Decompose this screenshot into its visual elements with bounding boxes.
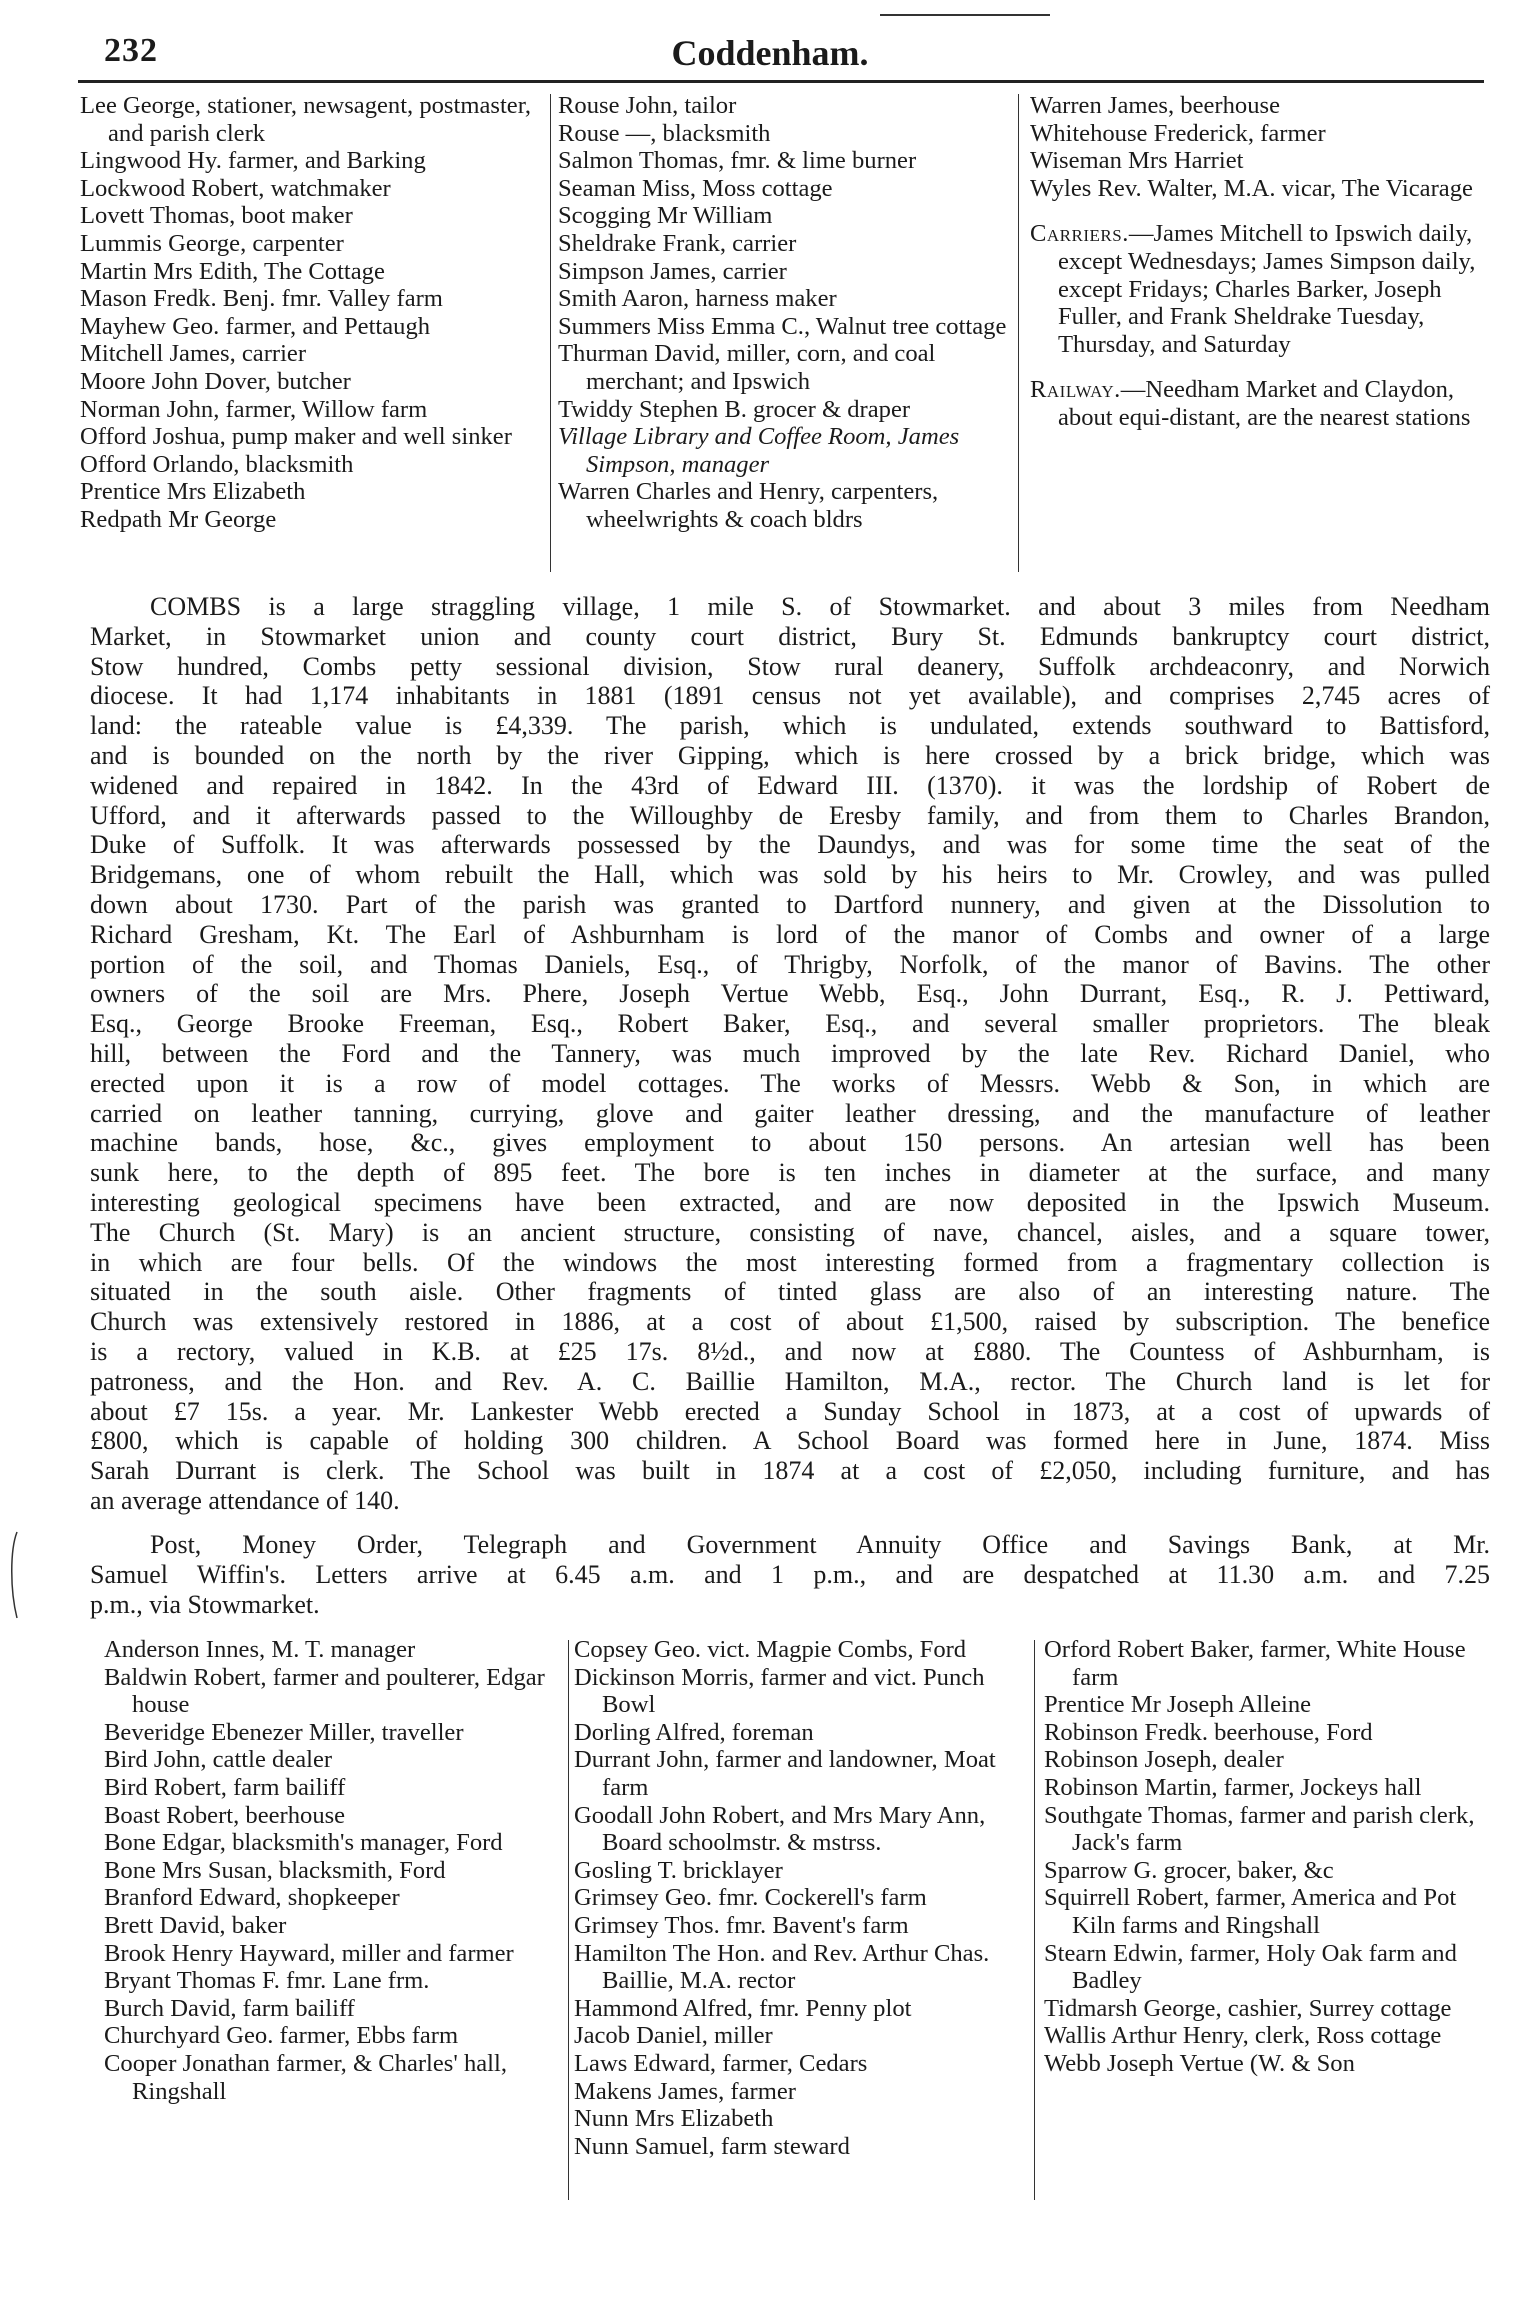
list-item: Offord Joshua, pump maker and well sinker — [80, 423, 512, 451]
list-item: Sheldrake Frank, carrier — [558, 229, 797, 257]
running-title: Coddenham. — [671, 33, 869, 73]
list-item: Summers Miss Emma C., Walnut tree cottage — [558, 312, 1007, 340]
list-item: Warren Charles and Henry, carpenters, wheelwrights & coach bldrs — [558, 478, 939, 533]
paragraph-line: Post, Money Order, Telegraph and Government Annuity Office and Savings Bank, at Mr. — [150, 1530, 1490, 1559]
list-item: Mayhew Geo. farmer, and Pettaugh — [80, 312, 431, 340]
combs-description — [90, 592, 1490, 1516]
list-item: Lovett Thomas, boot maker — [80, 202, 353, 230]
coddenham-column-2 — [558, 92, 1016, 534]
list-item: Beveridge Ebenezer Miller, traveller — [104, 1718, 464, 1746]
paragraph-line: about £7 15s. a year. Mr. Lankester Webb erected a Sunday School in 1873, at a cost of upwards of — [90, 1396, 1490, 1426]
paragraph-line: sunk here, to the depth of 895 feet. The bore is ten inches in diameter at the surface, and many — [90, 1158, 1490, 1188]
list-item: Warren James, beerhouse — [1030, 92, 1280, 119]
paragraph-line: an average attendance of 140. — [90, 1485, 400, 1515]
list-item: Laws Edward, farmer, Cedars — [574, 2049, 868, 2077]
paragraph-line: carried on leather tanning, currying, glove and gaiter leather dressing, and the manufacture of leather — [90, 1098, 1490, 1128]
list-item: Salmon Thomas, fmr. & lime burner — [558, 147, 917, 175]
paragraph-line: Ufford, and it afterwards passed to the Willoughby de Eresby family, and from them to Charles Brandon, — [90, 800, 1490, 830]
paragraph-line: situated in the south aisle. Other fragments of tinted glass are also of an interesting nature. The — [90, 1277, 1490, 1307]
list-item: Redpath Mr George — [80, 505, 277, 533]
list-item: Grimsey Thos. fmr. Bavent's farm — [574, 1911, 909, 1939]
list-item: Hamilton The Hon. and Rev. Arthur Chas. Baillie, M.A. rector — [574, 1939, 990, 1995]
paragraph-line: machine bands, hose, &c., gives employment to about 150 persons. An artesian well has been — [90, 1128, 1490, 1158]
carriers-note — [1030, 220, 1490, 358]
combs-column-2 — [574, 1636, 1028, 2160]
list-item: Squirrell Robert, farmer, America and Pot Kiln farms and Ringshall — [1044, 1884, 1457, 1939]
paragraph-line: Sarah Durrant is clerk. The School was built in 1874 at a cost of £2,050, including furniture, and has — [90, 1456, 1490, 1486]
list-item: Webb Joseph Vertue (W. & Son — [1044, 2049, 1355, 2077]
list-item: Smith Aaron, harness maker — [558, 285, 837, 313]
list-item: Dorling Alfred, foreman — [574, 1718, 814, 1746]
list-item: Bone Mrs Susan, blacksmith, Ford — [104, 1856, 446, 1884]
paragraph-line: diocese. It had 1,174 inhabitants in 1881 (1891 census not yet available), and comprises 2,745 acres of — [90, 681, 1490, 711]
list-item: Bird John, cattle dealer — [104, 1746, 333, 1774]
combs-column-1 — [104, 1636, 560, 2105]
paragraph-line: COMBS is a large straggling village, 1 mile S. of Stowmarket. and about 3 miles from Needham — [150, 592, 1490, 621]
list-item: Mason Fredk. Benj. fmr. Valley farm — [80, 285, 443, 313]
paragraph-line: portion of the soil, and Thomas Daniels, Esq., of Thrigby, Norfolk, of the manor of Bavins. The other — [90, 949, 1490, 979]
paragraph-line: patroness, and the Hon. and Rev. A. C. Baillie Hamilton, M.A., rector. The Church land is let for — [90, 1366, 1490, 1396]
paragraph-line: owners of the soil are Mrs. Phere, Joseph Vertue Webb, Esq., John Durrant, Esq., R. J. Pettiward, — [90, 979, 1490, 1009]
list-item: Orford Robert Baker, farmer, White House farm — [1044, 1636, 1466, 1691]
paragraph-line: Bridgemans, one of whom rebuilt the Hall, which was sold by his heirs to Mr. Crowley, and was pulled — [90, 860, 1490, 890]
paragraph-line: Duke of Suffolk. It was afterwards possessed by the Daundys, and was for some time the seat of the — [90, 830, 1490, 860]
paragraph-line: is a rectory, valued in K.B. at £25 17s. 8½d., and now at £880. The Countess of Ashburnham, is — [90, 1336, 1490, 1366]
railway-label: Railway. — [1030, 376, 1121, 404]
list-item: Moore John Dover, butcher — [80, 367, 351, 395]
list-item: Southgate Thomas, farmer and parish clerk, Jack's farm — [1044, 1801, 1475, 1857]
paragraph-line: in which are four bells. Of the windows the most interesting formed from a fragmentary collection is — [90, 1247, 1490, 1277]
list-item: Wallis Arthur Henry, clerk, Ross cottage — [1044, 2022, 1442, 2050]
paragraph-line: Richard Gresham, Kt. The Earl of Ashburnham is lord of the manor of Combs and owner of a large — [90, 919, 1490, 949]
list-item: Gosling T. bricklayer — [574, 1856, 783, 1884]
column-divider — [1018, 94, 1019, 572]
column-divider — [1034, 1640, 1035, 2200]
list-item: Offord Orlando, blacksmith — [80, 450, 354, 478]
list-item: Simpson James, carrier — [558, 257, 787, 285]
list-item: Tidmarsh George, cashier, Surrey cottage — [1044, 1994, 1452, 2022]
list-item: Wiseman Mrs Harriet — [1030, 147, 1244, 175]
list-item: Martin Mrs Edith, The Cottage — [80, 257, 385, 285]
list-item: Cooper Jonathan farmer, & Charles' hall, Ringshall — [104, 2049, 507, 2105]
list-item: Scogging Mr William — [558, 202, 773, 230]
list-item: Norman John, farmer, Willow farm — [80, 395, 428, 423]
post-office-note — [90, 1530, 1490, 1619]
header-rule — [78, 80, 1484, 83]
list-item: Stearn Edwin, farmer, Holy Oak farm and Badley — [1044, 1939, 1457, 1995]
list-item: Makens James, farmer — [574, 2077, 796, 2105]
railway-note — [1030, 376, 1490, 431]
combs-column-3 — [1044, 1636, 1500, 2078]
list-item: Hammond Alfred, fmr. Penny plot — [574, 1994, 912, 2022]
list-item: Lockwood Robert, watchmaker — [80, 174, 391, 202]
list-item: Jacob Daniel, miller — [574, 2022, 773, 2050]
page-number: 232 — [104, 32, 158, 69]
list-item: Boast Robert, beerhouse — [104, 1801, 346, 1829]
paragraph-line: erected upon it is a row of model cottages. The works of Messrs. Webb & Son, in which are — [90, 1068, 1490, 1098]
column-divider — [568, 1640, 569, 2200]
list-item: Branford Edward, shopkeeper — [104, 1884, 400, 1912]
list-item: Seaman Miss, Moss cottage — [558, 174, 833, 202]
list-item: Wyles Rev. Walter, M.A. vicar, The Vicarage — [1030, 174, 1473, 202]
list-item: Baldwin Robert, farmer and poulterer, Edgar house — [104, 1663, 545, 1719]
paragraph-line: and is bounded on the north by the river Gipping, which is here crossed by a brick bridge, which was — [90, 740, 1490, 770]
coddenham-column-3 — [1030, 92, 1490, 432]
margin-bracket-mark — [8, 1530, 20, 1620]
paragraph-line: Samuel Wiffin's. Letters arrive at 6.45 a.m. and 1 p.m., and are despatched at 11.30 a.m. and 7.25 — [90, 1559, 1490, 1589]
list-item: Bird Robert, farm bailiff — [104, 1773, 346, 1801]
list-item: Lummis George, carpenter — [80, 229, 344, 257]
list-item: Rouse —, blacksmith — [558, 119, 771, 147]
list-item: Brett David, baker — [104, 1911, 287, 1939]
paragraph-line: p.m., via Stowmarket. — [90, 1589, 320, 1619]
coddenham-column-1 — [80, 92, 550, 534]
list-item: Durrant John, farmer and landowner, Moat farm — [574, 1746, 996, 1801]
list-item: Nunn Mrs Elizabeth — [574, 2105, 774, 2133]
list-item: Twiddy Stephen B. grocer & draper — [558, 395, 911, 423]
paragraph-line: widened and repaired in 1842. In the 43rd of Edward III. (1370). it was the lordship of Robert de — [90, 770, 1490, 800]
list-item: Thurman David, miller, corn, and coal merchant; and Ipswich — [558, 340, 936, 395]
carriers-text: —James Mitchell to Ipswich daily, except Wednesdays; James Simpson daily, except Fridays; Charles Barker, Joseph Fuller, and Frank Sheldrake Tuesday, Thursday, and Saturday — [1058, 220, 1476, 358]
paragraph-line: Market, in Stowmarket union and county court district, Bury St. Edmunds bankruptcy court district, — [90, 621, 1490, 651]
list-item: Robinson Martin, farmer, Jockeys hall — [1044, 1773, 1422, 1801]
list-item: Robinson Fredk. beerhouse, Ford — [1044, 1718, 1373, 1746]
carriers-label: Carriers. — [1030, 220, 1129, 248]
list-item: Goodall John Robert, and Mrs Mary Ann, Board schoolmstr. & mstrss. — [574, 1801, 986, 1857]
paragraph-line: Stow hundred, Combs petty sessional division, Stow rural deanery, Suffolk archdeaconry, and Norwich — [90, 651, 1490, 681]
list-item: Nunn Samuel, farm steward — [574, 2132, 850, 2160]
paragraph-line: interesting geological specimens have been extracted, and are now deposited in the Ipswich Museum. — [90, 1187, 1490, 1217]
list-item: Churchyard Geo. farmer, Ebbs farm — [104, 2022, 459, 2050]
paragraph-line: down about 1730. Part of the parish was granted to Dartford nunnery, and given at the Dissolution to — [90, 889, 1490, 919]
paragraph-line: Church was extensively restored in 1886, at a cost of about £1,500, raised by subscription. The benefice — [90, 1307, 1490, 1337]
paragraph-line: Esq., George Brooke Freeman, Esq., Robert Baker, Esq., and several smaller proprietors. The bleak — [90, 1009, 1490, 1039]
paragraph-line: The Church (St. Mary) is an ancient structure, consisting of nave, chancel, aisles, and a square tower, — [90, 1217, 1490, 1247]
railway-text: —Needham Market and Claydon, about equi-distant, are the nearest stations — [1058, 376, 1471, 431]
list-item: Robinson Joseph, dealer — [1044, 1746, 1284, 1774]
list-item: Prentice Mrs Elizabeth — [80, 478, 306, 506]
list-item: Burch David, farm bailiff — [104, 1994, 355, 2022]
paragraph-line: land: the rateable value is £4,339. The parish, which is undulated, extends southward to Battisford, — [90, 711, 1490, 741]
list-item: Copsey Geo. vict. Magpie Combs, Ford — [574, 1636, 967, 1663]
list-item: Dickinson Morris, farmer and vict. Punch Bowl — [574, 1663, 985, 1719]
list-item: Rouse John, tailor — [558, 92, 737, 119]
list-item: Grimsey Geo. fmr. Cockerell's farm — [574, 1884, 927, 1912]
list-item: Anderson Innes, M. T. manager — [104, 1636, 416, 1663]
column-divider — [550, 94, 551, 572]
paragraph-line: £800, which is capable of holding 300 children. A School Board was formed here in June, 1874. Miss — [90, 1426, 1490, 1456]
list-item: Sparrow G. grocer, baker, &c — [1044, 1856, 1334, 1884]
paragraph-line: hill, between the Ford and the Tannery, was much improved by the late Rev. Richard Daniel, who — [90, 1038, 1490, 1068]
list-item: Bryant Thomas F. fmr. Lane frm. — [104, 1967, 430, 1995]
list-item: Brook Henry Hayward, miller and farmer — [104, 1939, 514, 1967]
list-item: Lingwood Hy. farmer, and Barking — [80, 147, 426, 175]
list-item: Village Library and Coffee Room, James Simpson, manager — [558, 423, 960, 478]
header-top-rule — [880, 14, 1050, 16]
list-item: Lee George, stationer, newsagent, postmaster, and parish clerk — [80, 92, 532, 147]
list-item: Bone Edgar, blacksmith's manager, Ford — [104, 1829, 503, 1857]
list-item: Whitehouse Frederick, farmer — [1030, 119, 1326, 147]
list-item: Mitchell James, carrier — [80, 340, 307, 368]
list-item: Prentice Mr Joseph Alleine — [1044, 1691, 1312, 1719]
